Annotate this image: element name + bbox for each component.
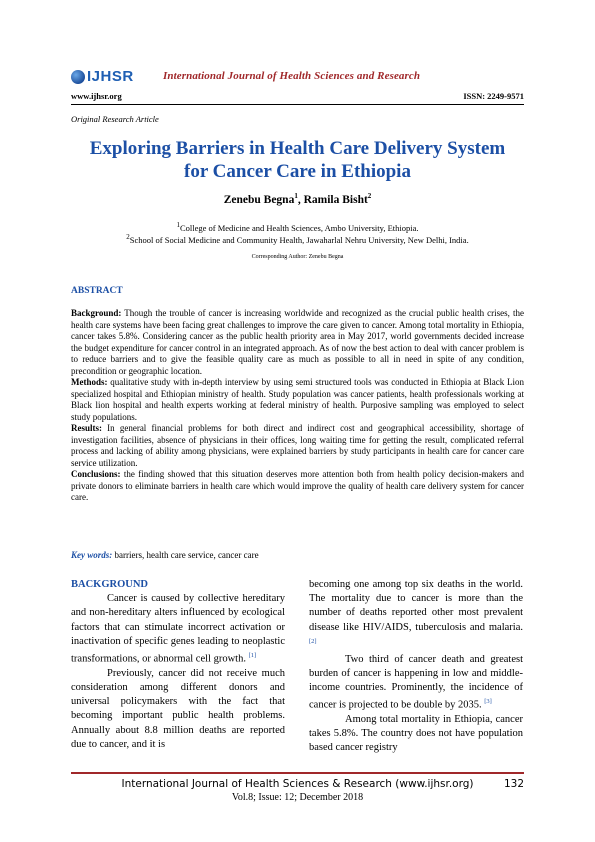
- body-paragraph: [309, 713, 523, 756]
- body-column-left: [71, 578, 285, 752]
- journal-website[interactable]: www.ijhsr.org: [71, 91, 122, 101]
- title-line-1: Exploring Barriers in Health Care Delivery System: [89, 138, 506, 159]
- author-list: [60, 192, 535, 206]
- abstract-text: Though the trouble of cancer is increasing worldwide and recognized as the crucial public health crises, the health care systems have been facing great challenges to improve the care given to cancer. Among total mortality in Ethiopia, cancer takes 5.8%. Considering cancer as the public health priority area in May 2017, world governments decided increase the budget expenditure for cancer control in an integrated approach. As of now the best action to deal with cancer problem is to reduce barriers and to give the feasible quality care as much as possible to all in need in spite of any condition, precondition or geographic location.: [71, 308, 524, 376]
- abstract-label: Background:: [71, 308, 122, 318]
- header-divider: [71, 104, 524, 105]
- footer-journal: International Journal of Health Sciences & Research (www.ijhsr.org): [121, 778, 474, 790]
- article-type: Original Research Article: [71, 114, 159, 124]
- abstract-background: [71, 308, 524, 377]
- body-paragraph: [309, 653, 523, 713]
- affiliation: [60, 233, 535, 245]
- globe-icon: [71, 70, 85, 84]
- paragraph-text: Two third of cancer death and greatest burden of cancer is happening in low and middle-income countries. Prominently, the incidence of cancer is projected to be double by 2035.: [309, 653, 523, 711]
- page-number: 132: [503, 778, 524, 790]
- abstract-text: qualitative study with in-depth interview by using semi structured tools was conducted in Ethiopia at Black Lion specialized hospital and Ethiopian ministry of health. Study population was cancer patients, health professionals working at Black lion hospital and health experts working at federal ministry of health. Purposive sampling was employed to select study populations.: [71, 377, 524, 422]
- paragraph-text: becoming one among top six deaths in the world. The mortality due to cancer is more than the number of deaths reported other most prevalent disease like HIV/AIDS, tuberculosis and malaria.: [309, 579, 523, 633]
- citation-ref[interactable]: [3]: [484, 698, 492, 706]
- affil-text: College of Medicine and Health Sciences, Ambo University, Ethiopia.: [179, 222, 419, 233]
- author-name: Ramila Bisht: [303, 193, 368, 206]
- abstract-methods: [71, 377, 524, 423]
- abstract-label: Conclusions:: [71, 469, 121, 479]
- author-name: Zenebu Begna: [223, 193, 295, 206]
- affiliation: [60, 221, 535, 233]
- author-separator: ,: [297, 193, 304, 206]
- footer-volume: Vol.8; Issue: 12; December 2018: [231, 792, 364, 803]
- abstract-results: [71, 423, 524, 469]
- body-column-right: [309, 578, 523, 755]
- affil-mark: 2: [126, 233, 130, 241]
- paragraph-text: Previously, cancer did not receive much consideration among different donors and universal policymakers with the fact that becoming important public health problems. Annually about 8.8 million deaths are reported due to cancer, and it is: [71, 667, 285, 750]
- paragraph-text: Cancer is caused by collective hereditary and non-hereditary alters influenced by ecological factors that can stimulate incorrect activation or inactivation of specific genes leading to neoplastic transformations, or abnormal cell growth.: [71, 593, 285, 665]
- abstract-heading: ABSTRACT: [71, 286, 123, 296]
- affil-text: School of Social Medicine and Community Health, Jawaharlal Nehru University, New Delhi, India.: [129, 234, 469, 245]
- journal-name: International Journal of Health Sciences and Research: [163, 70, 421, 82]
- author-affil-mark: 1: [294, 192, 298, 200]
- journal-header: [71, 68, 524, 104]
- paragraph-text: Among total mortality in Ethiopia, cancer takes 5.8%. The country does not have population based cancer registry: [309, 713, 523, 754]
- body-paragraph: [71, 592, 285, 667]
- citation-ref[interactable]: [2]: [309, 637, 317, 645]
- abstract-body: [71, 308, 524, 504]
- abstract-label: Methods:: [71, 377, 108, 387]
- abstract-label: Results:: [71, 423, 102, 433]
- logo-text: IJHSR: [87, 68, 134, 85]
- keywords-text: barriers, health care service, cancer care: [112, 550, 259, 560]
- author-affil-mark: 2: [367, 192, 372, 200]
- citation-ref[interactable]: [1]: [248, 652, 257, 660]
- footer-divider: [71, 772, 524, 774]
- affil-mark: 1: [176, 221, 180, 229]
- corresponding-author: Corresponding Author: Zenebu Begna: [251, 254, 344, 260]
- journal-issn: ISSN: 2249-9571: [463, 91, 524, 101]
- journal-logo: [71, 68, 134, 85]
- body-paragraph: [309, 578, 523, 653]
- body-paragraph: [71, 667, 285, 752]
- keywords: [71, 550, 524, 560]
- title-line-2: for Cancer Care in Ethiopia: [184, 161, 411, 182]
- keywords-label: Key words:: [71, 550, 113, 560]
- abstract-text: the finding showed that this situation deserves more attention both from health policy decision-makers and private donors to eliminate barriers in health care which would improve the quality of health care delivery system for cancer care.: [71, 469, 524, 502]
- abstract-conclusions: [71, 469, 524, 504]
- section-heading: BACKGROUND: [71, 579, 149, 590]
- paper-title: [60, 137, 535, 183]
- abstract-text: In general financial problems for both direct and indirect cost and geographical accessibility, shortage of investigation facilities, absence of physicians in their offices, long waiting time for getting the result, complicated referral process and lacking of ability among physicians, were explained barriers by study participants in health care for cancer care service utilization.: [71, 423, 524, 468]
